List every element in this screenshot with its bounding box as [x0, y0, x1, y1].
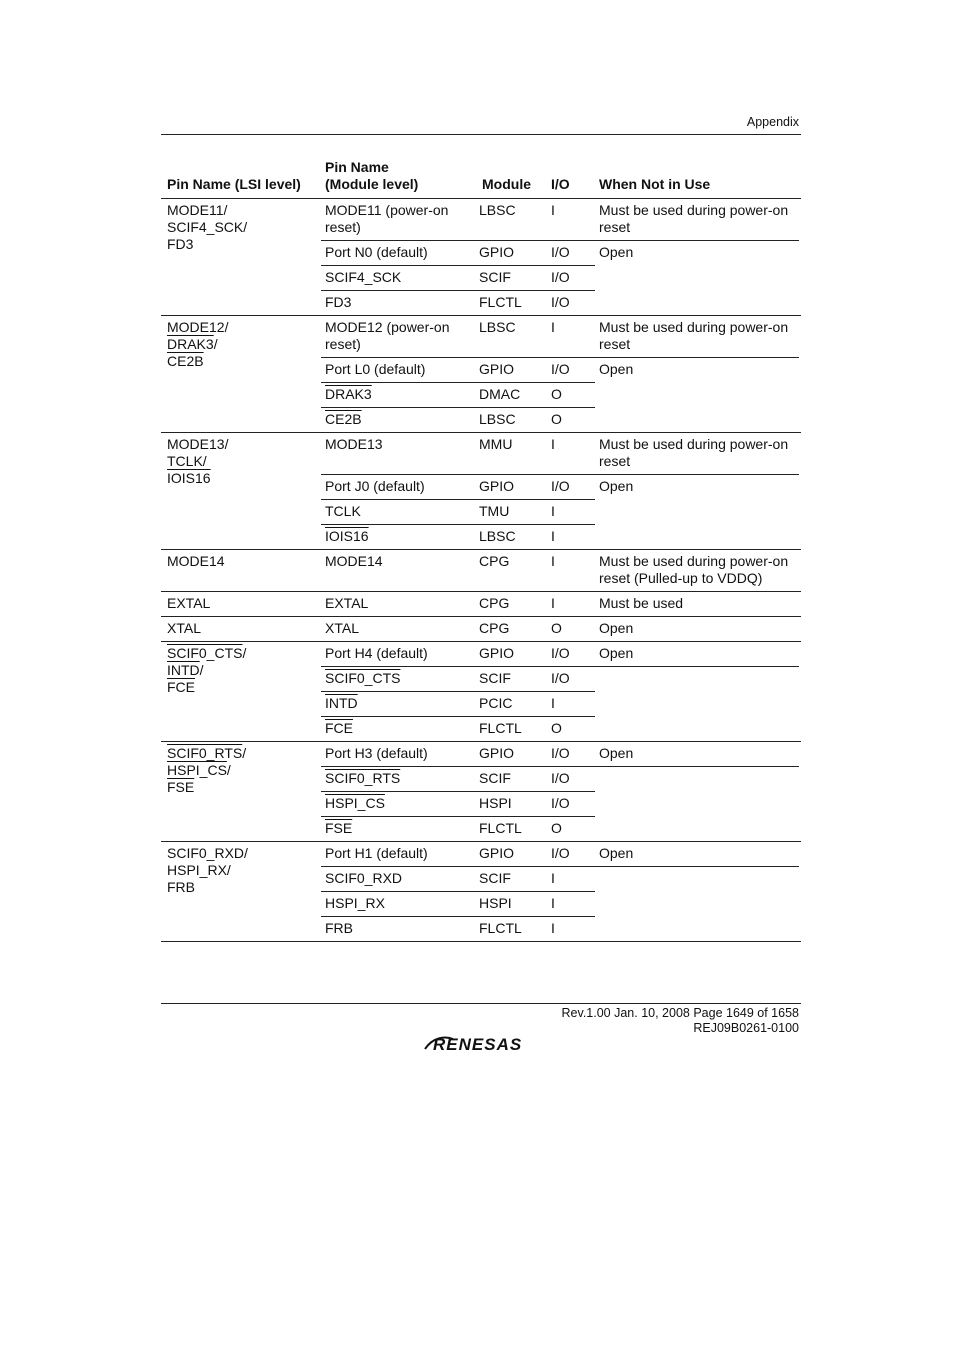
row-divider: [321, 666, 799, 667]
lsi-pin-name-line: [167, 595, 210, 612]
lsi-pin-name-line: [167, 745, 246, 762]
lsi-pin-signal: SCIF0_RXD/: [167, 845, 248, 861]
io-cell: I/O: [551, 269, 570, 285]
row-divider: [321, 474, 799, 475]
module-cell: FLCTL: [479, 294, 522, 310]
module-cell: TMU: [479, 503, 510, 519]
group-divider: [161, 591, 801, 592]
module-cell: LBSC: [479, 202, 516, 218]
module-pin-name: FRB: [325, 920, 353, 936]
module-cell: SCIF: [479, 269, 511, 285]
io-cell: I: [551, 436, 555, 452]
renesas-logo-text: RENESAS: [433, 1035, 523, 1054]
renesas-logo-graphic: [423, 1034, 541, 1054]
when-not-in-use-cell: Open: [599, 244, 634, 260]
module-cell: LBSC: [479, 528, 516, 544]
module-pin-name: FD3: [325, 294, 352, 310]
lsi-pin-signal: $\overline{FCE}$: [167, 679, 195, 695]
module-pin-name: MODE12 (power-on: [325, 319, 450, 335]
io-cell: I: [551, 553, 555, 569]
when-not-in-use-cell: Open: [599, 620, 634, 636]
renesas-logo: [423, 1034, 541, 1059]
row-divider: [321, 265, 595, 266]
module-pin-name: MODE14: [325, 553, 383, 569]
footer-revision: Rev.1.00 Jan. 10, 2008 Page 1649 of 1658: [561, 1006, 799, 1020]
module-pin-name: HSPI_RX: [325, 895, 385, 911]
module-pin-name: EXTAL: [325, 595, 369, 611]
footer-doc-number: REJ09B0261-0100: [693, 1021, 799, 1035]
row-divider: [321, 524, 595, 525]
module-pin-name-cont: reset): [325, 336, 361, 352]
module-cell: GPIO: [479, 361, 515, 377]
lsi-pin-signal: MODE12/: [167, 319, 229, 335]
io-cell: I: [551, 895, 555, 911]
lsi-pin-signal: FRB: [167, 879, 195, 895]
lsi-pin-signal: CE2B: [167, 353, 204, 369]
when-not-in-use-cell: Must be used during power-on: [599, 436, 789, 452]
module-pin-name: Port H3 (default): [325, 745, 428, 761]
io-cell: I: [551, 503, 555, 519]
module-pin-name: SCIF4_SCK: [325, 269, 402, 285]
lsi-pin-name-line: [167, 236, 193, 253]
module-cell: SCIF: [479, 870, 511, 886]
lsi-pin-name-line: [167, 453, 207, 470]
module-cell: SCIF: [479, 670, 511, 686]
lsi-pin-signal: TCLK/: [167, 453, 207, 469]
module-pin-name: DRAK3: [325, 386, 372, 402]
io-cell: O: [551, 720, 562, 736]
module-cell: HSPI: [479, 895, 512, 911]
io-cell: I/O: [551, 670, 570, 686]
lsi-pin-name-line: [167, 779, 194, 796]
group-divider: [161, 841, 801, 842]
when-not-in-use-cell: Open: [599, 745, 634, 761]
module-cell: HSPI: [479, 795, 512, 811]
module-cell: SCIF: [479, 770, 511, 786]
lsi-pin-signal: $\overline{FSE}$: [167, 779, 195, 795]
group-divider: [161, 432, 801, 433]
lsi-pin-signal: IOIS16: [167, 470, 211, 486]
module-cell: FLCTL: [479, 920, 522, 936]
module-cell: MMU: [479, 436, 513, 452]
module-cell: DMAC: [479, 386, 521, 402]
col-header-module-name: [325, 159, 418, 193]
module-pin-name: IOIS16: [325, 528, 369, 544]
when-not-in-use-cell: Open: [599, 645, 634, 661]
module-cell: GPIO: [479, 244, 515, 260]
group-divider: [161, 315, 801, 316]
lsi-pin-name-line: [167, 845, 248, 862]
io-cell: I/O: [551, 478, 570, 494]
row-divider: [321, 791, 595, 792]
lsi-pin-signal: HSPI_RX/: [167, 862, 231, 878]
when-not-in-use-cell: Must be used during power-on: [599, 202, 789, 218]
row-divider: [321, 382, 595, 383]
module-cell: GPIO: [479, 478, 515, 494]
row-divider: [321, 866, 799, 867]
io-cell: I: [551, 319, 555, 335]
when-not-in-use-cell-cont: reset (Pulled-up to VDDQ): [599, 570, 763, 586]
io-cell: I/O: [551, 795, 570, 811]
module-pin-name-cont: reset): [325, 219, 361, 235]
module-cell: FLCTL: [479, 820, 522, 836]
lsi-pin-name-line: [167, 762, 231, 779]
row-divider: [321, 290, 595, 291]
module-pin-name: Port J0 (default): [325, 478, 425, 494]
row-divider: [321, 240, 799, 241]
when-not-in-use-cell-cont: reset: [599, 453, 631, 469]
col-header-lsi: Pin Name (LSI level): [167, 176, 301, 192]
module-pin-name: INTD: [325, 695, 358, 711]
module-pin-name: SCIF0_RXD: [325, 870, 403, 886]
lsi-pin-signal: EXTAL: [167, 595, 211, 611]
row-divider: [321, 691, 595, 692]
module-cell: CPG: [479, 595, 510, 611]
col-header-io: I/O: [551, 176, 570, 192]
io-cell: I/O: [551, 361, 570, 377]
module-pin-name: SCIF0_RTS: [325, 770, 401, 786]
io-cell: I/O: [551, 294, 570, 310]
when-not-in-use-cell-cont: reset: [599, 219, 631, 235]
row-divider: [321, 716, 595, 717]
group-divider: [161, 549, 801, 550]
group-divider: [161, 741, 801, 742]
module-cell: LBSC: [479, 319, 516, 335]
lsi-pin-name-line: [167, 679, 195, 696]
lsi-pin-name-line: [167, 662, 204, 679]
lsi-pin-signal: MODE14: [167, 553, 225, 569]
row-divider: [321, 816, 595, 817]
lsi-pin-name-line: [167, 353, 204, 370]
lsi-pin-signal: SCIF0_CTS: [167, 645, 243, 661]
when-not-in-use-cell: Open: [599, 361, 634, 377]
header-rule: [161, 134, 801, 135]
module-pin-name: Port N0 (default): [325, 244, 428, 260]
lsi-pin-name-line: [167, 336, 218, 353]
io-cell: I: [551, 528, 555, 544]
io-cell: I: [551, 695, 555, 711]
module-cell: GPIO: [479, 745, 515, 761]
header-bottom-rule: [161, 198, 801, 199]
io-cell: I/O: [551, 845, 570, 861]
module-pin-name: MODE13: [325, 436, 383, 452]
group-divider: [161, 641, 801, 642]
lsi-pin-signal: MODE13/: [167, 436, 229, 452]
when-not-in-use-cell: Must be used during power-on: [599, 319, 789, 335]
lsi-pin-name-line: [167, 879, 195, 896]
io-cell: I: [551, 920, 555, 936]
lsi-pin-signal: SCIF4_SCK/: [167, 219, 248, 235]
row-divider: [321, 499, 595, 500]
row-divider: [321, 766, 799, 767]
lsi-pin-signal: FD3: [167, 236, 194, 252]
lsi-pin-signal: DRAK3: [167, 336, 214, 352]
group-divider: [161, 616, 801, 617]
running-header: Appendix: [746, 115, 799, 129]
row-divider: [321, 407, 595, 408]
module-pin-name: MODE11 (power-on: [325, 202, 449, 218]
lsi-pin-name-line: [167, 202, 227, 219]
module-pin-name: HSPI_CS: [325, 795, 385, 811]
row-divider: [321, 891, 595, 892]
lsi-pin-separator: /: [213, 336, 218, 352]
lsi-pin-signal: XTAL: [167, 620, 201, 636]
lsi-pin-signal: INTD: [167, 662, 200, 678]
col-header-module-name-line2: (Module level): [325, 176, 419, 192]
footer-rule: [161, 1003, 801, 1004]
io-cell: I/O: [551, 244, 570, 260]
io-cell: I/O: [551, 745, 570, 761]
module-cell: GPIO: [479, 645, 515, 661]
col-header-when-not-in-use: When Not in Use: [599, 176, 711, 192]
col-header-module: Module: [482, 176, 531, 192]
io-cell: O: [551, 386, 562, 402]
module-cell: PCIC: [479, 695, 513, 711]
when-not-in-use-cell-cont: reset: [599, 336, 631, 352]
lsi-pin-signal: SCIF0_RTS: [167, 745, 243, 761]
lsi-pin-name-line: [167, 645, 246, 662]
when-not-in-use-cell: Open: [599, 845, 634, 861]
when-not-in-use-cell: Open: [599, 478, 634, 494]
lsi-pin-name-line: [167, 319, 228, 336]
module-pin-name: SCIF0_CTS: [325, 670, 401, 686]
col-header-module-name-line1: Pin Name: [325, 159, 389, 175]
io-cell: I: [551, 202, 555, 218]
module-cell: GPIO: [479, 845, 515, 861]
group-divider: [161, 941, 801, 942]
io-cell: I/O: [551, 770, 570, 786]
io-cell: I/O: [551, 645, 570, 661]
module-pin-name: CE2B: [325, 411, 362, 427]
module-pin-name: Port H1 (default): [325, 845, 428, 861]
io-cell: O: [551, 620, 562, 636]
row-divider: [321, 916, 595, 917]
module-cell: FLCTL: [479, 720, 522, 736]
module-pin-name: $\overline{FCE}$: [325, 720, 353, 736]
io-cell: O: [551, 820, 562, 836]
module-pin-name: TCLK: [325, 503, 361, 519]
lsi-pin-name-line: [167, 219, 247, 236]
lsi-pin-separator: /: [242, 745, 247, 761]
lsi-pin-name-line: [167, 436, 228, 453]
io-cell: I: [551, 595, 555, 611]
io-cell: O: [551, 411, 562, 427]
lsi-pin-separator: /: [199, 662, 204, 678]
row-divider: [321, 357, 799, 358]
lsi-pin-signal: HSPI_CS: [167, 762, 227, 778]
lsi-pin-name-line: [167, 862, 231, 879]
module-pin-name: XTAL: [325, 620, 359, 636]
lsi-pin-separator: /: [226, 762, 231, 778]
module-pin-name: Port H4 (default): [325, 645, 428, 661]
module-cell: LBSC: [479, 411, 516, 427]
module-cell: CPG: [479, 553, 510, 569]
module-cell: CPG: [479, 620, 510, 636]
when-not-in-use-cell: Must be used during power-on: [599, 553, 789, 569]
io-cell: I: [551, 870, 555, 886]
lsi-pin-separator: /: [242, 645, 247, 661]
module-pin-name: $\overline{FSE}$: [325, 820, 353, 836]
lsi-pin-name-line: [167, 470, 211, 487]
module-pin-name: Port L0 (default): [325, 361, 426, 377]
lsi-pin-name-line: [167, 553, 225, 570]
lsi-pin-signal: MODE11/: [167, 202, 228, 218]
when-not-in-use-cell: Must be used: [599, 595, 684, 611]
lsi-pin-name-line: [167, 620, 201, 637]
